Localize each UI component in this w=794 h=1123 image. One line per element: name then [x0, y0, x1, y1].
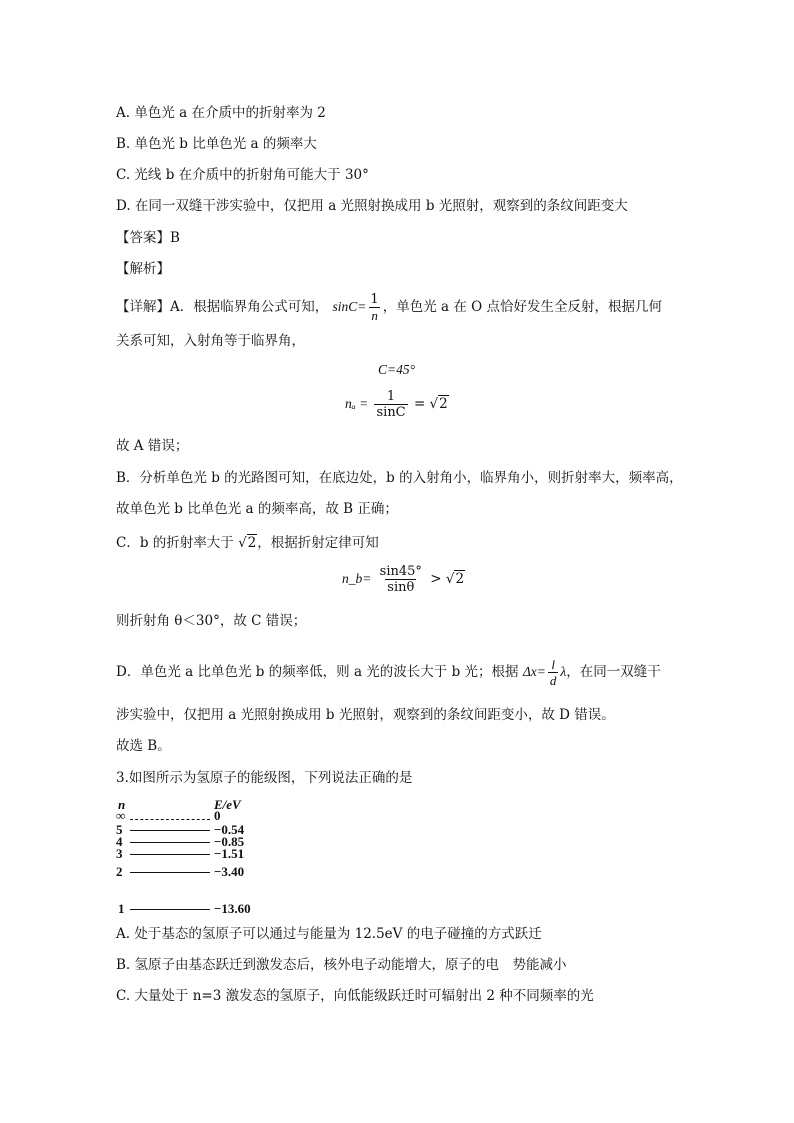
- detail-a-intro: A．根据临界角公式可知，: [170, 299, 329, 315]
- frac-numerator: 1: [370, 292, 379, 307]
- detail-d-line2: 涉实验中，仅把用 a 光照射换成用 b 光照射，观察到的条纹间距变小，故 D 错误。: [116, 707, 615, 723]
- level-energy-label: −0.85: [214, 834, 245, 849]
- frac-denominator: sinθ: [387, 580, 415, 595]
- detail-c-conclusion: 则折射角 θ＜30°，故 C 错误；: [116, 613, 307, 629]
- level-line-5: [130, 830, 210, 831]
- level-n-label: ∞: [116, 808, 126, 823]
- detail-tag: 【详解】: [116, 299, 170, 315]
- analysis-tag: 【解析】: [116, 261, 170, 277]
- equation-c-45: C=45°: [378, 362, 416, 377]
- sqrt-2: √2: [429, 396, 448, 412]
- q3-option-c: C. 大量处于 n=3 激发态的氢原子，向低能级跃迁时可辐射出 2 种不同频率的光: [116, 988, 594, 1004]
- level-energy-label: −0.54: [214, 822, 245, 837]
- detail-d-pre: D．单色光 a 比单色光 b 的频率低，则 a 光的波长大于 b 光；根据: [116, 664, 519, 680]
- frac-denominator: sinC: [376, 405, 406, 420]
- equation-nb: [342, 564, 465, 595]
- level-n-label: 4: [116, 834, 123, 849]
- q3-option-a: A. 处于基态的氢原子可以通过与能量为 12.5eV 的电子碰撞的方式跃迁: [116, 926, 542, 942]
- delta-x: Δx=: [522, 664, 546, 679]
- option-b: B. 单色光 b 比单色光 a 的频率大: [116, 136, 317, 152]
- frac-numerator: l: [551, 657, 555, 672]
- lambda: λ: [560, 664, 567, 679]
- level-line-infinity: [130, 819, 210, 820]
- radicand: 2: [455, 571, 465, 587]
- radicand: 2: [247, 535, 257, 551]
- q3-option-b: B. 氢原子由基态跃迁到激发态后，核外电子动能增大，原子的电 势能减小: [116, 957, 567, 973]
- equals-sign: =: [413, 396, 426, 412]
- detail-d-line1: [116, 657, 661, 688]
- frac-numerator: sin45°: [379, 564, 422, 579]
- sin-c-formula: sinC=: [332, 299, 367, 314]
- detail-c-line1: [116, 533, 379, 553]
- level-line-1: [130, 909, 210, 910]
- frac-numerator: 1: [386, 389, 396, 404]
- na-lhs: nₐ =: [345, 396, 369, 411]
- detail-b-line1: B．分析单色光 b 的光路图可知，在底边处，b 的入射角小，临界角小，则折射率大，频率高，: [116, 470, 683, 486]
- answer-value: B: [170, 230, 180, 246]
- detail-a-line2: 关系可知，入射角等于临界角，: [116, 333, 305, 349]
- detail-a-line1: [116, 292, 662, 323]
- frac-denominator: n: [371, 308, 378, 323]
- level-line-3: [130, 854, 210, 855]
- option-a: A. 单色光 a 在介质中的折射率为 2: [116, 105, 326, 121]
- option-d: D. 在同一双缝干涉实验中，仅把用 a 光照射换成用 b 光照射，观察到的条纹间距变大: [116, 198, 628, 214]
- n-header: n: [118, 797, 126, 812]
- fraction-l-over-d: [548, 657, 559, 688]
- nb-lhs: n_b=: [342, 571, 372, 586]
- energy-level-diagram: [116, 797, 276, 919]
- greater-than: >: [430, 571, 442, 587]
- detail-d-post: ，在同一双缝干: [566, 664, 661, 680]
- fraction-sin45-over-sintheta: [378, 564, 424, 595]
- detail-c-pre: C．b 的折射率大于: [116, 535, 234, 551]
- choose-line: 故选 B。: [116, 738, 171, 754]
- frac-denominator: d: [549, 673, 557, 688]
- answer-tag: 【答案】: [116, 230, 170, 246]
- detail-a-after: ，单色光 a 在 O 点恰好发生全反射，根据几何: [382, 299, 662, 315]
- question-3-stem: 3.如图所示为氢原子的能级图，下列说法正确的是: [116, 770, 413, 786]
- level-line-2: [130, 872, 210, 873]
- level-n-label: 5: [116, 822, 123, 837]
- level-energy-label: −1.51: [214, 846, 245, 861]
- level-line-4: [130, 842, 210, 843]
- level-energy-label: −13.60: [214, 901, 251, 916]
- sqrt-2: √2: [238, 535, 257, 551]
- fraction-1-over-n: [368, 292, 380, 323]
- fraction-1-over-sinc: [374, 389, 407, 420]
- equation-na: [345, 389, 449, 420]
- energy-header: E/eV: [214, 797, 241, 812]
- detail-b-line2: 故单色光 b 比单色光 a 的频率高，故 B 正确；: [116, 501, 398, 517]
- sqrt-2: √2: [445, 571, 465, 587]
- radicand: 2: [439, 396, 448, 412]
- detail-a-conclusion: 故 A 错误；: [116, 438, 189, 454]
- option-c: C. 光线 b 在介质中的折射角可能大于 30°: [116, 167, 369, 183]
- level-n-label: 2: [116, 864, 123, 879]
- detail-c-post: ，根据折射定律可知: [257, 535, 379, 551]
- level-n-label: 3: [116, 846, 123, 861]
- level-energy-label: 0: [214, 808, 221, 823]
- level-energy-label: −3.40: [214, 864, 245, 879]
- level-n-label: 1: [118, 901, 125, 916]
- answer-line: [116, 228, 180, 248]
